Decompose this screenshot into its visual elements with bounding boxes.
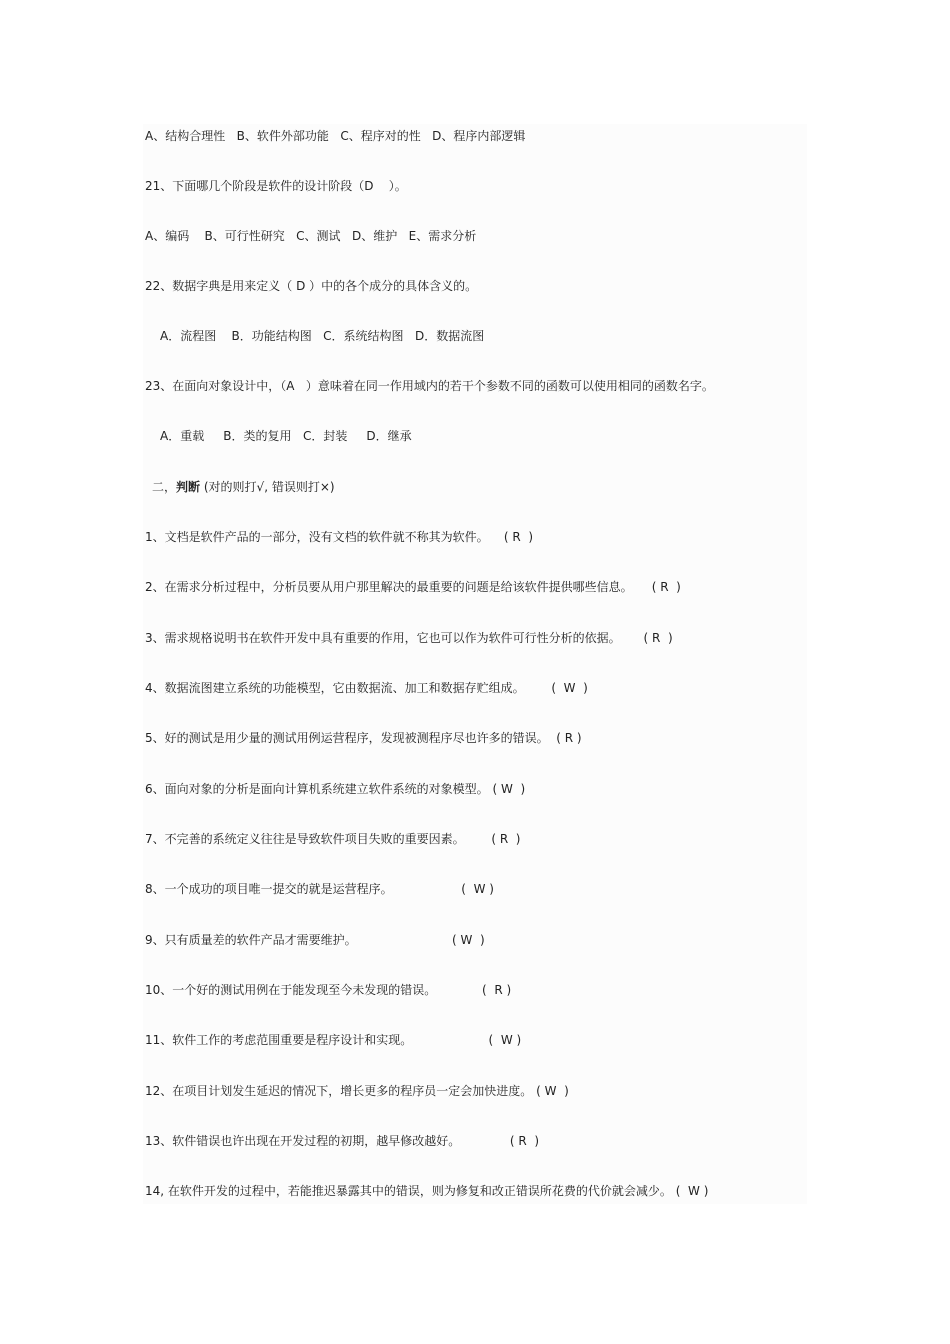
- section-prefix: 二，: [152, 480, 177, 494]
- question-line: 22、数据字典是用来定义（ D ）中的各个成分的具体含义的。: [145, 279, 478, 293]
- judgment-item: 6、面向对象的分析是面向计算机系统建立软件系统的对象模型。 ( W ): [145, 782, 526, 796]
- judgment-item: 14, 在软件开发的过程中，若能推迟暴露其中的错误，则为修复和改正错误所花费的代价就会减少。 ( W ): [145, 1184, 709, 1198]
- section-heading: [152, 479, 335, 495]
- judgment-item: 11、软件工作的考虑范围重要是程序设计和实现。 ( W ): [145, 1033, 522, 1047]
- option-line: A、结构合理性 B、软件外部功能 C、程序对的性 D、程序内部逻辑: [145, 129, 526, 143]
- judgment-item: 9、只有质量差的软件产品才需要维护。 ( W ): [145, 933, 485, 947]
- judgment-item: 8、一个成功的项目唯一提交的就是运营程序。 ( W ): [145, 882, 494, 896]
- judgment-item: 2、在需求分析过程中，分析员要从用户那里解决的最重要的问题是给该软件提供哪些信息。 ( R ): [145, 580, 681, 594]
- question-line: 21、下面哪几个阶段是软件的设计阶段（D ）。: [145, 179, 407, 193]
- option-line: A．重载 B．类的复用 C．封装 D．继承: [160, 429, 412, 443]
- judgment-item: 4、数据流图建立系统的功能模型，它由数据流、加工和数据存贮组成。 ( W ): [145, 681, 588, 695]
- judgment-item: 12、在项目计划发生延迟的情况下，增长更多的程序员一定会加快进度。 ( W ): [145, 1084, 569, 1098]
- question-line: 23、在面向对象设计中，（A ）意味着在同一作用域内的若干个参数不同的函数可以使用相同的函数名字。: [145, 379, 714, 393]
- judgment-item: 3、需求规格说明书在软件开发中具有重要的作用，它也可以作为软件可行性分析的依据。 ( R ): [145, 631, 673, 645]
- option-line: A、编码 B、可行性研究 C、测试 D、维护 E、需求分析: [145, 229, 477, 243]
- judgment-item: 7、不完善的系统定义往往是导致软件项目失败的重要因素。 ( R ): [145, 832, 521, 846]
- section-title: 判断: [176, 480, 201, 494]
- judgment-item: 1、文档是软件产品的一部分，没有文档的软件就不称其为软件。 ( R ): [145, 530, 534, 544]
- section-note: (对的则打√, 错误则打×): [203, 480, 335, 494]
- judgment-item: 5、好的测试是用少量的测试用例运营程序，发现被测程序尽也许多的错误。 ( R ): [145, 731, 582, 745]
- judgment-item: 10、一个好的测试用例在于能发现至今未发现的错误。 ( R ): [145, 983, 512, 997]
- option-line: A．流程图 B．功能结构图 C．系统结构图 D．数据流图: [160, 329, 485, 343]
- judgment-item: 13、软件错误也许出现在开发过程的初期，越早修改越好。 ( R ): [145, 1134, 540, 1148]
